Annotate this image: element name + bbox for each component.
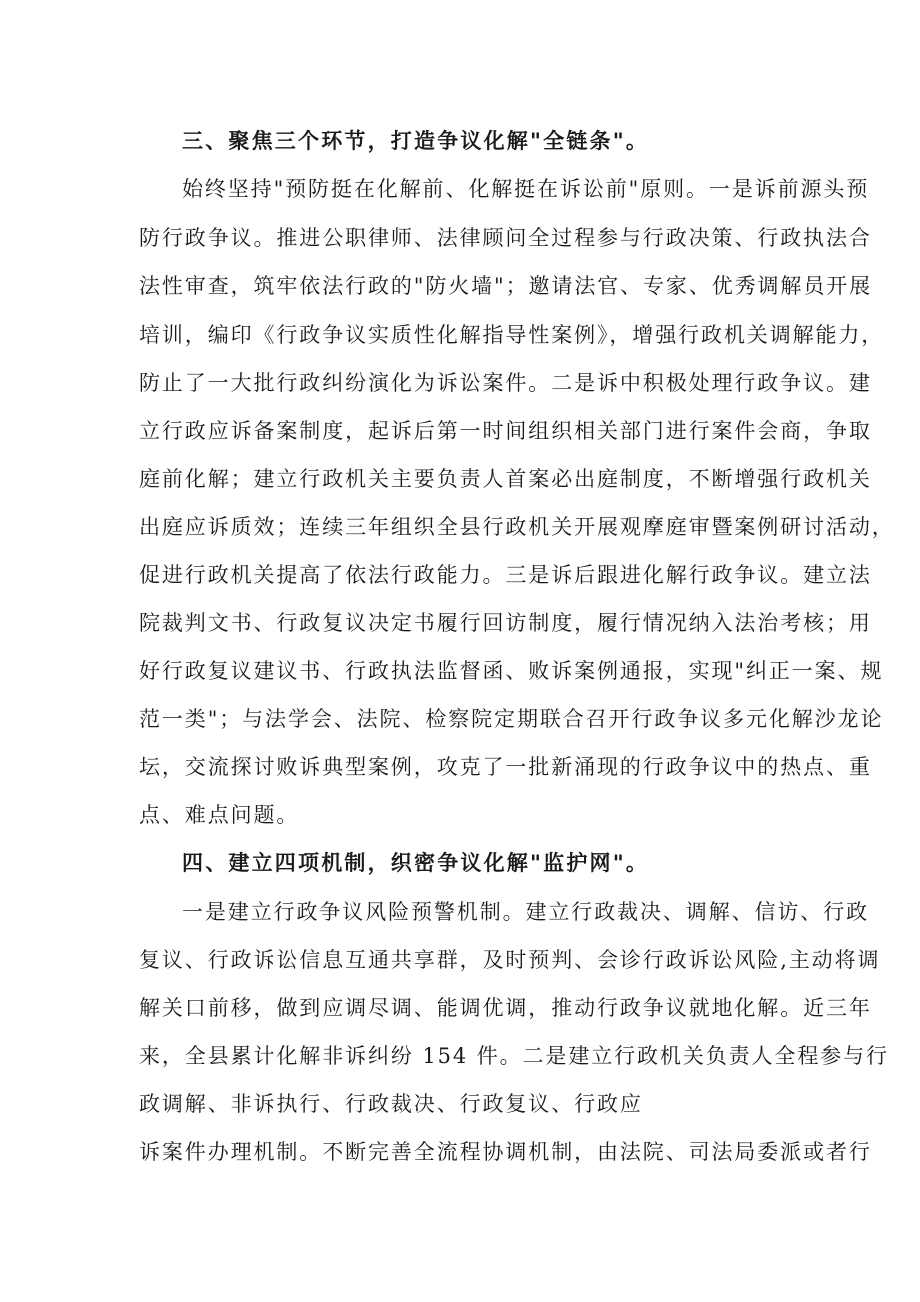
paragraph-line: 一是建立行政争议风险预警机制。建立行政裁决、调解、信访、行政 <box>182 900 869 924</box>
paragraph-line: 促进行政机关提高了依法行政能力。三是诉后跟进化解行政争议。建立法 <box>139 563 872 587</box>
section-3-heading: 三、聚焦三个环节，打造争议化解"全链条"。 <box>182 128 650 153</box>
paragraph-line: 始终坚持"预防挺在化解前、化解挺在诉讼前"原则。一是诉前源头预 <box>182 177 870 201</box>
paragraph-line: 防行政争议。推进公职律师、法律顾问全过程参与行政决策、行政执法合 <box>139 226 872 250</box>
paragraph-line: 院裁判文书、行政复议决定书履行回访制度，履行情况纳入法治考核；用 <box>139 611 872 635</box>
paragraph-line: 政调解、非诉执行、行政裁决、行政复议、行政应 <box>139 1092 643 1116</box>
paragraph-line: 解关口前移，做到应调尽调、能调优调，推动行政争议就地化解。近三年 <box>139 996 872 1020</box>
paragraph-line: 复议、行政诉讼信息互通共享群，及时预判、会诊行政诉讼风险,主动将调 <box>139 948 881 972</box>
section-4-heading: 四、建立四项机制，织密争议化解"监护网"。 <box>182 850 650 875</box>
paragraph-line: 坛，交流探讨败诉典型案例，攻克了一批新涌现的行政争议中的热点、重 <box>139 755 872 779</box>
paragraph-line: 范一类"；与法学会、法院、检察院定期联合召开行政争议多元化解沙龙论 <box>139 707 884 731</box>
paragraph-line: 来，全县累计化解非诉纠纷 154 件。二是建立行政机关负责人全程参与行 <box>139 1044 889 1068</box>
paragraph-line: 庭前化解；建立行政机关主要负责人首案必出庭制度，不断增强行政机关 <box>139 467 872 491</box>
paragraph-line: 培训，编印《行政争议实质性化解指导性案例》，增强行政机关调解能力， <box>139 323 885 347</box>
paragraph-line: 出庭应诉质效；连续三年组织全县行政机关开展观摩庭审暨案例研讨活动， <box>139 515 895 539</box>
paragraph-line: 防止了一大批行政纠纷演化为诉讼案件。二是诉中积极处理行政争议。建 <box>139 371 872 395</box>
paragraph-line: 立行政应诉备案制度，起诉后第一时间组织相关部门进行案件会商，争取 <box>139 419 872 443</box>
paragraph-line: 诉案件办理机制。不断完善全流程协调机制，由法院、司法局委派或者行 <box>139 1140 872 1164</box>
paragraph-line: 法性审查，筑牢依法行政的"防火墙"；邀请法官、专家、优秀调解员开展 <box>139 274 873 298</box>
paragraph-line: 好行政复议建议书、行政执法监督函、败诉案例通报，实现"纠正一案、规 <box>139 659 884 683</box>
paragraph-line: 点、难点问题。 <box>139 803 300 827</box>
